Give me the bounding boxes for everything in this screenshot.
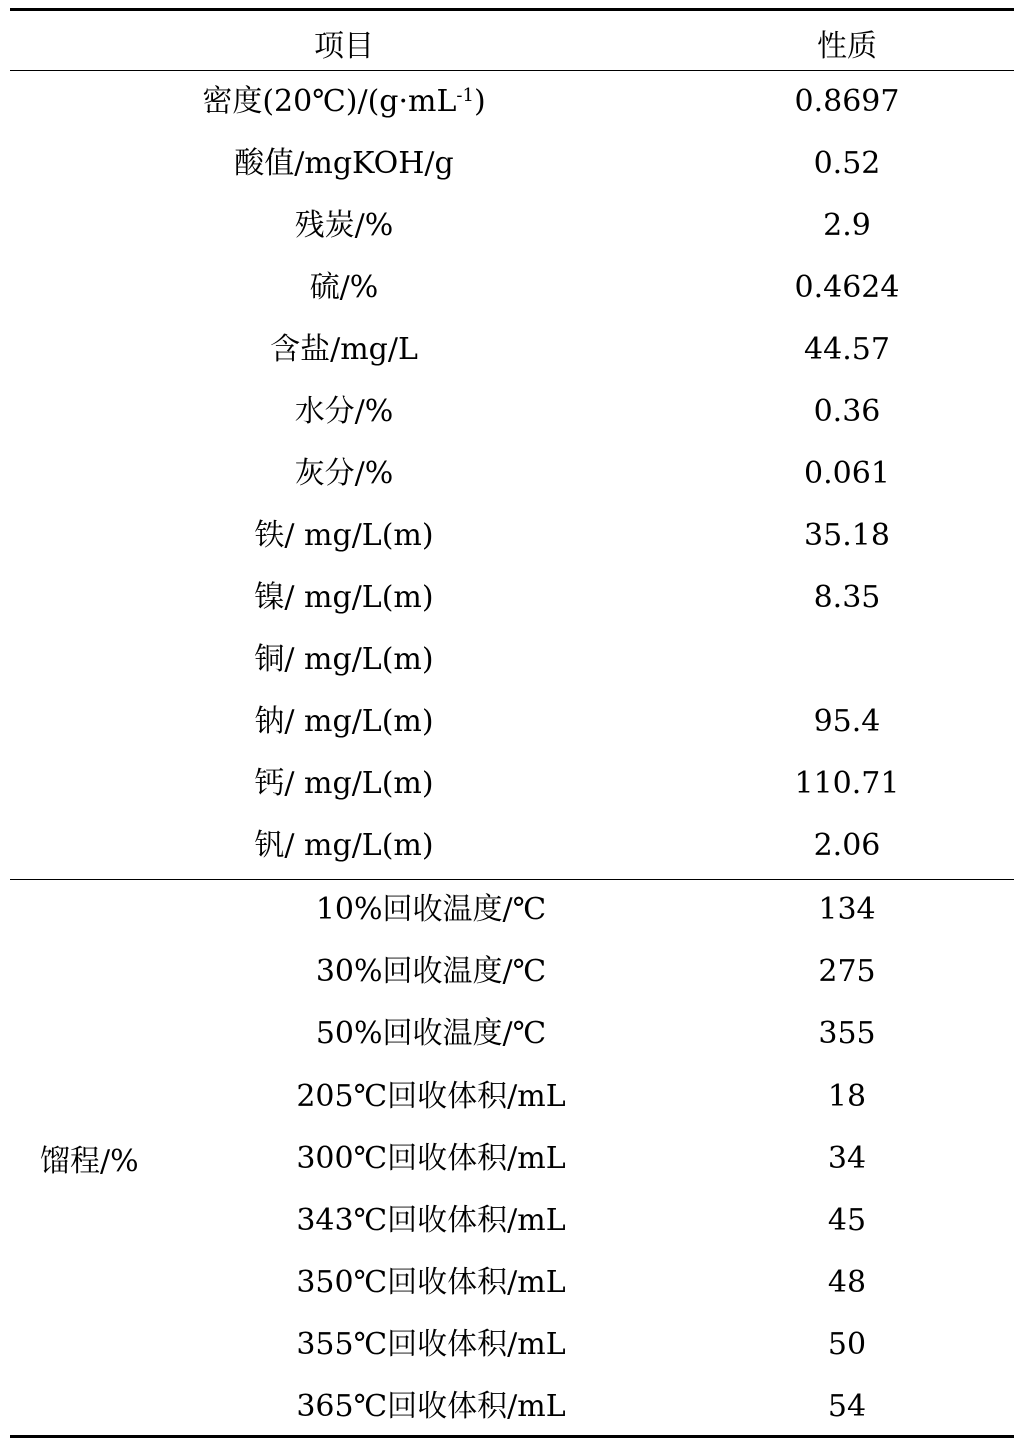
table-row <box>0 1003 1024 1065</box>
property-name: 钠/ mg/L(m) <box>254 704 434 739</box>
property-value: 44.57 <box>804 332 890 367</box>
property-value: 2.06 <box>813 828 881 863</box>
table-row <box>0 505 1024 567</box>
distillation-item: 355℃回收体积/mL <box>296 1327 566 1362</box>
table-row <box>0 443 1024 505</box>
distillation-value: 18 <box>827 1079 867 1114</box>
superscript: -1 <box>456 85 474 106</box>
distillation-item: 365℃回收体积/mL <box>296 1389 566 1424</box>
header-value: 性质 <box>817 29 877 64</box>
table-row <box>0 71 1024 133</box>
property-value: 2.9 <box>823 208 871 243</box>
table-row <box>0 691 1024 753</box>
distillation-item: 50%回收温度/℃ <box>315 1016 547 1051</box>
property-name: 灰分/% <box>294 456 394 491</box>
distillation-value: 275 <box>818 954 876 989</box>
distillation-value: 355 <box>818 1016 876 1051</box>
distillation-item: 300℃回收体积/mL <box>296 1141 566 1176</box>
property-name: 镍/ mg/L(m) <box>254 580 434 615</box>
table-row <box>0 1128 1024 1190</box>
table-row <box>0 815 1024 877</box>
distillation-item: 10%回收温度/℃ <box>315 892 547 927</box>
property-name: 残炭/% <box>294 208 394 243</box>
table-row <box>0 753 1024 815</box>
property-value: 0.4624 <box>794 270 900 305</box>
table-row <box>0 319 1024 381</box>
table-row <box>0 567 1024 629</box>
property-value: 95.4 <box>813 704 881 739</box>
distillation-item: 205℃回收体积/mL <box>296 1079 566 1114</box>
table-row <box>0 629 1024 691</box>
property-value: 0.8697 <box>794 84 900 119</box>
table-row <box>0 1190 1024 1252</box>
property-name: 钙/ mg/L(m) <box>254 766 434 801</box>
property-name: 铁/ mg/L(m) <box>254 518 434 553</box>
distillation-value: 34 <box>827 1141 867 1176</box>
property-name: 密度$(20℃)/(g\cdot mL^{-1})$ <box>202 84 486 119</box>
property-name: 铜/ mg/L(m) <box>254 642 434 677</box>
table-row <box>0 941 1024 1003</box>
property-value: 110.71 <box>794 766 900 801</box>
property-name: 水分/% <box>294 394 394 429</box>
distillation-value: 50 <box>827 1327 867 1362</box>
distillation-item: 343℃回收体积/mL <box>296 1203 566 1238</box>
property-value: 0.36 <box>813 394 881 429</box>
table-row <box>0 257 1024 319</box>
property-name: 含盐/mg/L <box>270 332 418 367</box>
table-header-row <box>0 8 1024 70</box>
table-bottom-rule <box>10 1435 1014 1438</box>
property-value <box>747 629 947 691</box>
distillation-value: 45 <box>827 1203 867 1238</box>
table-row <box>0 1314 1024 1376</box>
property-value: 0.52 <box>813 146 881 181</box>
property-value: 35.18 <box>804 518 890 553</box>
distillation-item: 350℃回收体积/mL <box>296 1265 566 1300</box>
table-row <box>0 133 1024 195</box>
distillation-group-label: 馏程/% <box>40 1144 139 1179</box>
table-row <box>0 1066 1024 1128</box>
table-row <box>0 381 1024 443</box>
table-row <box>0 1376 1024 1438</box>
distillation-value: 48 <box>827 1265 867 1300</box>
property-value: 0.061 <box>804 456 890 491</box>
distillation-value: 134 <box>818 892 876 927</box>
table-row <box>0 879 1024 941</box>
property-value: 8.35 <box>813 580 881 615</box>
property-name: 酸值/mgKOH/g <box>234 146 454 181</box>
property-name: 硫/% <box>309 270 379 305</box>
header-item: 项目 <box>314 29 374 64</box>
distillation-item: 30%回收温度/℃ <box>315 954 547 989</box>
distillation-value: 54 <box>827 1389 867 1424</box>
table-row <box>0 195 1024 257</box>
property-name: 钒/ mg/L(m) <box>254 828 434 863</box>
table-row <box>0 1252 1024 1314</box>
